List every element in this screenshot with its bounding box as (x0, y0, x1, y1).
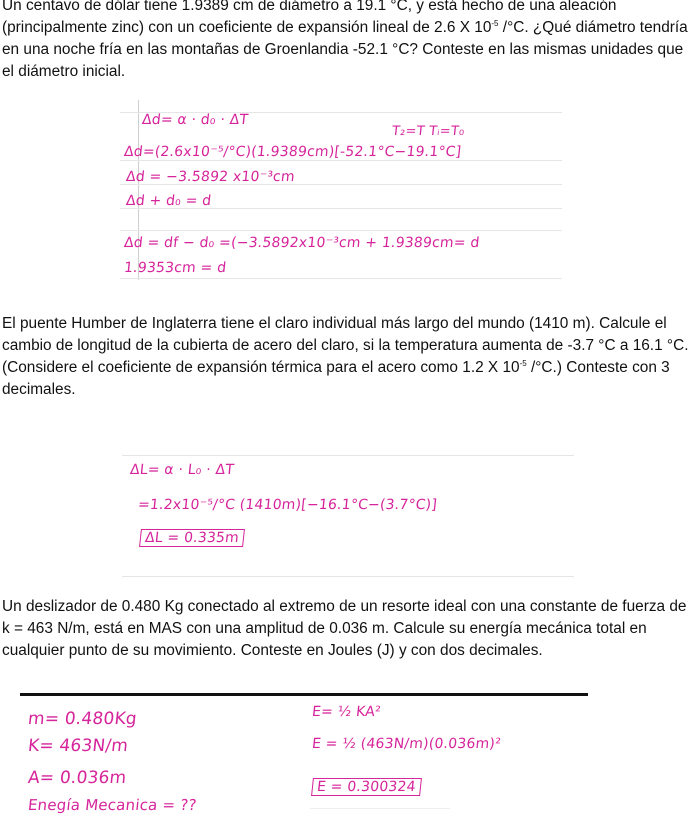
solution-1-line-1: Δd= α · d₀ · ΔT (141, 112, 250, 128)
rule-line (310, 808, 450, 809)
solution-2-line-2: =1.2x10⁻⁵/°C (1410m)[−16.1°C−(3.7°C)] (137, 497, 438, 513)
problem-2-text-post: /°C.) Conteste con 3 decimales. (2, 359, 670, 398)
problem-2-text-pre: El puente Humber de Inglaterra tiene el claro individual más largo del mundo (1410 m). Calcule el cambio de longitud de la cubierta de acero del claro, si la temperatura aumenta de -3.7 °C a 16.1 °C. (Considere el coeficiente de expansión térmica para el acero como 1.2 X 10 (2, 315, 689, 376)
solution-2-line-1: ΔL= α · L₀ · ΔT (129, 462, 235, 478)
problem-2-text (2, 313, 692, 401)
solution-1-line-7: 1.9353cm = d (123, 260, 228, 276)
rule-line (122, 455, 574, 456)
solution-3-note (20, 696, 588, 820)
rule-line (120, 278, 562, 279)
problem-2-exponent: -5 (519, 359, 527, 368)
solution-1-line-3: Δd=(2.6x10⁻⁵/°C)(1.9389cm)[-52.1°C−19.1°C] (123, 144, 463, 160)
rule-line (122, 576, 574, 577)
formula-result: E = 0.300324 (311, 778, 422, 796)
rule-line (120, 230, 562, 231)
rule-line (120, 160, 562, 161)
given-energy-unknown: Enegía Mecanica = ?? (27, 796, 198, 814)
given-spring-constant: K= 463N/m (26, 736, 130, 756)
formula-energy: E= ½ KA² (311, 704, 382, 720)
problem-3-text: Un deslizador de 0.480 Kg conectado al extremo de un resorte ideal con una constante de fuerza de k = 463 N/m, está en MAS con una amplitud de 0.036 m. Calcule su energía mecánica total en cualquier punto de su movimiento. Conteste en Joules (J) y con dos decimales. (2, 598, 687, 659)
solution-1-line-2: T₂=T Tᵢ=T₀ (391, 124, 466, 139)
given-amplitude: A= 0.036m (26, 768, 128, 788)
solution-2-note (122, 452, 574, 578)
problem-1-text (2, 0, 692, 83)
solution-1-line-4: Δd = −3.5892 x10⁻³cm (125, 169, 296, 185)
solution-1-margin (138, 100, 139, 280)
problem-1-text-pre: Un centavo de dólar tiene 1.9389 cm de diámetro a 19.1 °C, y está hecho de una aleación (principalmente zinc) con un coeficiente de expansión lineal de 2.6 X 10 (2, 0, 617, 36)
solution-1-note (120, 100, 562, 280)
problem-1-exponent: -5 (491, 19, 499, 28)
solution-1-line-6: Δd = df − d₀ =(−3.5892x10⁻³cm + 1.9389cm= d (123, 235, 481, 251)
problem-1-text-post: /°C. ¿Qué diámetro tendría en una noche fría en las montañas de Groenlandia -52.1 °C? Conteste en las mismas unidades que el diámetro inicial. (2, 19, 688, 80)
formula-substitution: E = ½ (463N/m)(0.036m)² (311, 736, 502, 752)
solution-2-result: ΔL = 0.335m (139, 529, 245, 547)
solution-1-line-5: Δd + d₀ = d (125, 193, 213, 209)
given-mass: m= 0.480Kg (26, 709, 138, 729)
